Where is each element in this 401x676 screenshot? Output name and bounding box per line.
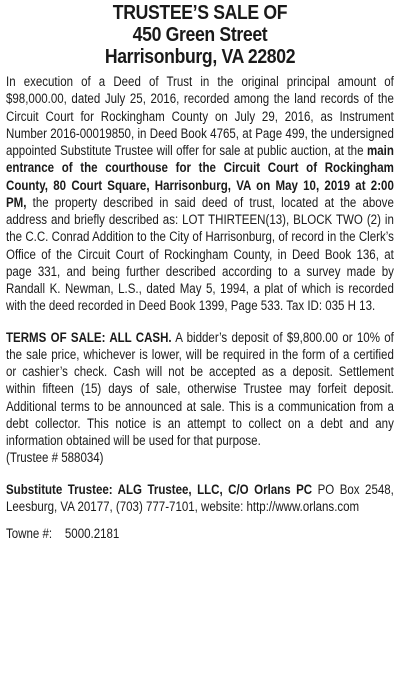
property-description-text: the property described in said deed of trust, located at the above address and briefly described as: LOT THIRTEEN(13), BLOCK TWO (2) in the C.C. Conrad Addition to the City of Harrisonburg, of record in the Clerk’s Office of the Circuit Court of Rockingham County, in Deed Book 136, at page 331, and being further described according to a survey made by Randall K. Newman, L.S., dated May 5, 1994, a plat of which is recorded with the deed recorded in Deed Book 1399, Page 533. Tax ID: 035 H 13.	[6, 194, 394, 314]
terms-label: TERMS OF SALE: ALL CASH.	[6, 329, 172, 345]
terms-text: A bidder’s deposit of $9,800.00 or 10% of the sale price, whichever is lower, will be required in the form of a certified or cashier’s check. Cash will not be accepted as a deposit. Settlement within fifteen (15) days of sale, otherwise Trustee may forfeit deposit. Additional terms to be announced at sale. This is a communication from a debt collector. This notice is an attempt to collect on a debt and any information obtained will be used for that purpose.	[6, 329, 394, 448]
heading-line-street: 450 Green Street	[132, 23, 268, 46]
notice-heading	[33, 2, 367, 68]
trustee-reference: (Trustee # 588034)	[6, 450, 104, 466]
legal-notice	[6, 2, 394, 542]
sale-location-text: main entrance of the courthouse for the Circuit Court of Rockingham County, 80 Court Square, Harrisonburg, VA on May 10, 2019 at 2:00 PM,	[6, 143, 394, 210]
heading-line-title: TRUSTEE’S SALE OF	[112, 1, 288, 24]
contact-text: PO Box 2548, Leesburg, VA 20177, (703) 777-7101, website: http://www.orlans.com	[6, 481, 394, 514]
contact-label: Substitute Trustee: ALG Trustee, LLC, C/O Orlans PC	[6, 481, 313, 497]
sale-intro-text: In execution of a Deed of Trust in the original principal amount of $98,000.00, dated July 25, 2016, recorded among the land records of the Circuit Court for Rockingham County on July 29, 2016, as Instrument Number 2016-00019850, in Deed Book 4765, at Page 499, the undersigned appointed Substitute Trustee will offer for sale at public auction, at the	[6, 74, 394, 158]
terms-paragraph	[6, 329, 394, 450]
towne-reference: Towne #: 5000.2181	[6, 526, 120, 541]
contact-paragraph	[6, 481, 394, 516]
heading-line-city: Harrisonburg, VA 22802	[104, 45, 296, 68]
sale-description-paragraph	[6, 73, 394, 315]
